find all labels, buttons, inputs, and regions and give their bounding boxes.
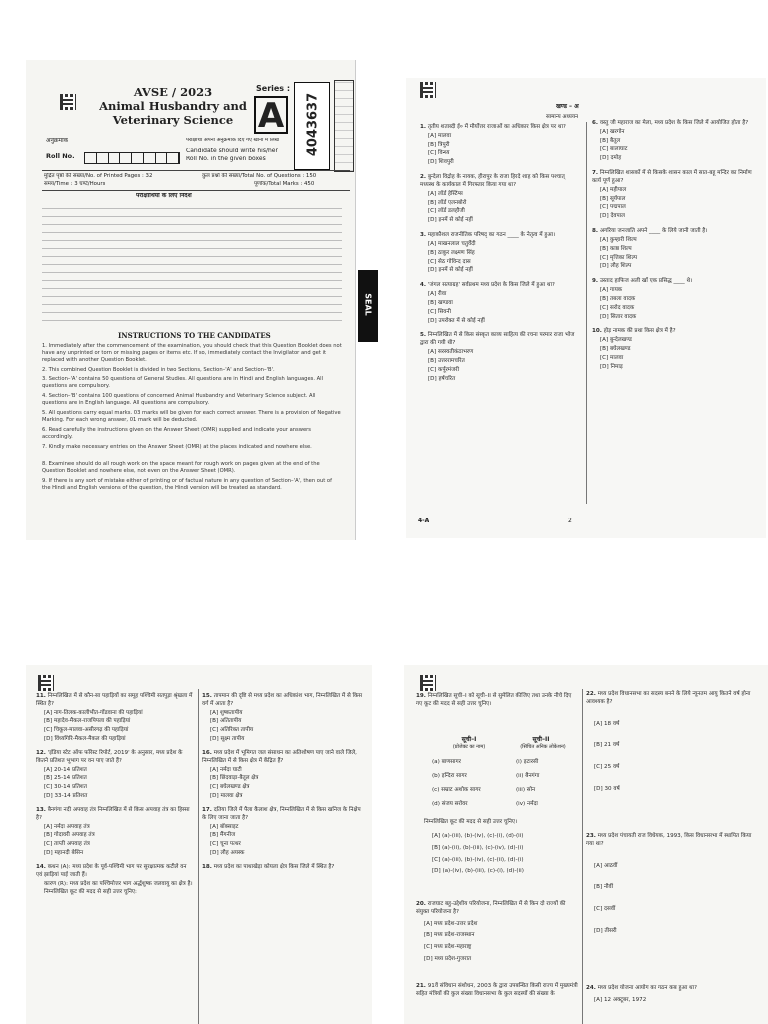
question-text: बैनगंगा नदी अपवाह तंत्र निम्नलिखित में से किस अपवाह तंत्र का हिस्सा है? [36,806,190,821]
list-2-item: (ii) बैनगंगा [516,773,540,779]
answer-option[interactable]: [C] अतिरिक्त तापीय [210,727,254,734]
answer-option[interactable]: [D] 30 वर्ष [594,786,620,793]
question-number: 22. [586,691,596,697]
match-row [432,801,578,815]
question-page-4 [404,665,768,1024]
answer-option[interactable]: [B] काष्ठ शिल्प [600,245,632,252]
match-row [432,773,578,787]
answer-option[interactable]: [D] निमाड़ [600,363,623,370]
question-item [592,328,752,371]
list-1-heading: सूची–I [461,736,477,743]
question-stem [592,278,752,286]
question-number: 15. [202,693,212,699]
answer-option[interactable]: [C] बालाघाट [600,146,628,153]
question-item [420,174,580,225]
booklet-number-strip [334,80,354,172]
question-item [202,693,364,744]
question-stem [202,807,364,823]
question-stem [416,901,578,917]
question-number: 21. [416,983,426,989]
printed-pages: मुद्रित पृष्ठों की संख्या/No. of Printed Pages : 32 [44,173,153,179]
hindi-instructions-heading: परीक्षार्थियों के लिए निर्देश [136,193,192,199]
question-item [592,278,752,321]
answer-option[interactable]: [C] 25 वर्ष [594,764,620,771]
answer-option[interactable]: [A] सरस्वतीकंठाभरण [428,349,474,356]
answer-option[interactable]: [D] शिवपुरी [428,159,454,166]
question-stem [592,328,752,336]
instruction-item: 2. This combined Question Booklet is divided in two Sections, Section–'A' and Section–'B'. [42,367,275,373]
question-text: मध्य प्रदेश विधानसभा का सदस्य बनने के लिये न्यूनतम आयु कितने वर्ष होना आवश्यक है? [586,691,751,705]
list-1-item: (d) संजय सरोवर [432,801,468,807]
roll-label-english: Roll No. [46,153,75,160]
answer-option[interactable]: [B] बघेलखण्ड [600,346,631,353]
answer-option[interactable]: [B] गोदावरी अपवाह तंत्र [44,832,95,839]
question-text: निम्नलिखित में से किस संस्कृत काव्य साहित्य की रचना परमार राजा भोज द्वारा की गयी थी? [420,332,575,347]
roll-note-hindi: परीक्षार्थी अपना अनुक्रमांक दिए गए खानों में लिखें [186,138,279,143]
question-19 [416,693,578,709]
answer-option[interactable]: [A] 12 अक्टूबर, 1972 [594,996,647,1003]
question-number: 2. [420,174,427,181]
question-item [36,864,194,897]
question-number: 23. [586,833,596,839]
question-number: 6. [592,120,599,126]
answer-option[interactable]: [D] लौह शिल्प [600,263,632,270]
answer-option[interactable]: [C] सरोद वादक [600,304,635,311]
instruction-item: 7. Kindly make necessary entries on the Answer Sheet (OMR) at the places indicated and nowhere else. [42,444,312,450]
series-letter: A [254,96,288,134]
question-item [36,750,194,801]
series-label: Series : [256,84,291,93]
answer-option[interactable]: [A] 18 वर्ष [594,720,620,727]
question-item [592,170,752,221]
answer-option[interactable]: [C] मध्य प्रदेश-महाराष्ट्र [424,944,472,951]
question-24 [586,985,758,1011]
answer-option[interactable]: [A] नर्मदा घाटी [210,766,242,773]
question-item [36,693,194,744]
answer-option[interactable]: [A] (a)-(iii), (b)-(iv), (c)-(i), (d)-(ii) [432,833,524,839]
question-number: 14. [36,863,46,870]
question-item [420,232,580,275]
question-number: 19. [416,693,426,699]
seal-tab [358,270,378,342]
question-23 [586,833,758,942]
answer-option[interactable]: [A] 20-14 प्रतिशत [44,766,87,773]
exam-title: AVSE / 2023 [133,85,213,99]
answer-option[interactable]: [A] गायक [600,287,623,294]
match-row [432,787,578,801]
question-text: 91वें संविधान संशोधन, 2003 के द्वारा उपबन्धित किसी राज्य में मुख्यमंत्री सहित मंत्रियों की कुल संख्या विधानसभा के कुल सदस्यों की संख्या के [416,983,578,997]
question-number: 20. [416,901,426,907]
answer-option[interactable]: [B] खण्डवा [428,299,453,306]
question-text: बुन्देला विद्रोह के नायक, हीरापुर के राजा हिरदे शाह को किस पश्चात् मध्यस्थ के कार्यकाल में गिरफ्तार किया गया था? [420,174,565,188]
question-stem [202,750,364,766]
section-subheading: सामान्य अध्ययन [546,114,579,120]
question-page-3 [26,665,372,1024]
question-item [586,833,758,936]
answer-option[interactable]: [D] महानदी बेसिन [44,850,84,857]
question-text: 'जंगल सत्याग्रह' सर्वप्रथम मध्य प्रदेश के किस जिले में हुआ था? [427,282,555,289]
question-number: 4. [420,282,427,289]
question-item [420,332,580,383]
answer-option[interactable]: [C] विन्ध्य [428,150,450,157]
question-text: कथन (A): मध्य प्रदेश के पूर्व-पश्चिमी भाग पर सुरक्षात्मक कटीले वन एवं झाड़ियां पाई जाती हैं। [36,863,187,878]
answer-option[interactable]: [A] नर्मदा अपवाह तंत्र [44,823,90,830]
code-prompt [424,819,578,827]
question-text: अगरिया जनजाति अपने ____ के लिये जानी जाती है। [599,228,708,235]
answer-option[interactable]: [D] उपरोक्त में से कोई नहीं [428,317,485,324]
answer-option[interactable]: [D] दमोह [600,155,622,162]
answer-option[interactable]: [C] ताप्ती अपवाह तंत्र [44,841,90,848]
question-item [420,282,580,325]
column-divider [198,689,199,1024]
question-item [586,985,758,1005]
question-stem [420,332,580,348]
match-list [432,759,578,815]
question-text: निम्नलिखित सूची–I को सूची–II से सुमेलित कीजिए तथा उनके नीचे दिए गए कूट की मदद से सही उत्तर चुनिए। [416,693,572,707]
answer-option[interactable]: [B] मध्य प्रदेश-राजस्थान [424,932,475,939]
divider [42,190,350,191]
cover-page [26,60,356,540]
answer-option[interactable]: [D] विंध्यगिरि-मैकल-मैकल की पहाड़ियां [44,736,126,743]
answer-option[interactable]: [A] नाग-तिलक-कालीभीत-गोंडवाना की पहाड़ियां [44,709,143,716]
answer-option[interactable]: [C] मालवा [600,354,624,361]
answer-option[interactable]: [C] सेठ गोविन्द दास [428,258,471,265]
list-2-item: (iii) सोन [516,787,536,793]
hindi-instructions-block [42,203,342,328]
list-1-item: (b) इन्दिरा सागर [432,773,467,779]
question-stem [586,985,758,993]
list-2-item: (i) इटारसी [516,759,539,765]
divider [42,170,350,171]
answer-option[interactable]: [A] खरगोन [600,128,625,135]
serial-number: 4043637 [305,92,321,157]
question-item [416,901,578,964]
answer-option[interactable]: [D] देवपाल [600,213,625,220]
question-text: राजघाट बहु-उद्देशीय परियोजना, निम्नलिखित में से किन दो राज्यों की संयुक्त परियोजना है? [416,901,566,915]
question-number: 17. [202,806,212,813]
answer-option[interactable]: [A] रीवा [428,291,447,298]
question-text: तृतीय शताब्दी ई० में मौर्योत्तर राजाओं का अधिकार किस क्षेत्र पर था? [427,124,566,130]
answer-option[interactable]: [C] सिवनी [428,308,451,315]
answer-option[interactable]: [B] त्रिपुरी [428,141,450,148]
answer-option[interactable]: [D] मालवा क्षेत्र [210,793,243,800]
question-text: होड़ नामक की प्रथा किस क्षेत्र में है? [603,328,676,335]
answer-option[interactable]: [A] मध्य प्रदेश-उत्तर प्रदेश [424,920,478,927]
answer-option[interactable]: [B] 25-14 प्रतिशत [44,775,87,782]
answer-option[interactable]: [B] तबला वादक [600,295,636,302]
answer-option[interactable]: [B] नौवीं [594,884,614,891]
question-text: वस्तु जी महाराज का मेला, मध्य प्रदेश के किस जिले में आयोजित होता है? [599,120,749,126]
right-column [202,693,364,878]
answer-option[interactable]: [B] महादेव-मैकल-राजपिपला की पहाड़ियां [44,718,131,725]
answer-option[interactable]: [D] लौह अयस्क [210,850,245,857]
question-item [202,864,364,872]
answer-option[interactable]: निम्नलिखित कूट की मदद से सही उत्तर चुनिए: [44,889,137,896]
question-text: मध्य प्रदेश का पाथाखेड़ा कोयला क्षेत्र किस जिले में स्थित है? [213,863,335,870]
answer-option[interactable]: [A] बुन्देलखण्ड [600,337,632,344]
subject-line-1: Animal Husbandry and [99,98,247,113]
left-column [420,124,580,390]
right-column [592,120,752,379]
answer-option[interactable]: [D] इनमें से कोई नहीं [428,267,473,274]
question-number: 12. [36,749,46,756]
instruction-item: 4. Section–'B' contains 100 questions of concerned Animal Husbandry and Veterinary Science subject. All questions are in English language. All questions are compulsory. [42,393,316,407]
answer-option[interactable]: [C] 30-14 प्रतिशत [44,784,87,791]
column-divider [582,689,583,1024]
question-item [202,807,364,858]
question-stem [420,282,580,290]
answer-option[interactable]: [A] माखनलाल चतुर्वेदी [428,240,476,247]
page-code: 4-A [418,518,430,524]
answer-codes [424,833,580,880]
question-text: तापमान की दृष्टि से मध्य प्रदेश का अधिकांश भाग, निम्नलिखित में से किस वर्ग में आता है? [202,693,363,707]
list-2-item: (iv) नर्मदा [516,801,538,807]
qr-code-icon [38,675,54,691]
question-stem [420,232,580,240]
answer-option[interactable]: [C] दसवीं [594,906,616,913]
answer-option[interactable]: [D] सितार वादक [600,313,637,320]
question-number: 11. [36,693,46,699]
answer-option[interactable]: [D] 33-14 प्रतिशत [44,793,88,800]
answer-option[interactable]: [C] चिकूल-मालवा-असीरगढ़ की पहाड़ियां [44,727,129,734]
question-item [420,124,580,167]
total-marks: पूर्णांक/Total Marks : 450 [254,181,315,187]
answer-option[interactable]: [C] चूना पत्थर [210,841,241,848]
answer-option[interactable]: [B] 21 वर्ष [594,742,620,749]
question-text: निम्नलिखित शासकों में से किसके शासन काल में सात-बहू मन्दिर का निर्माण कार्य पूर्ण हुआ? [592,170,752,184]
question-number: 13. [36,806,46,813]
answer-option[interactable]: [B] (a)-(ii), (b)-(iii), (c)-(iv), (d)-(i) [432,844,524,851]
question-text: महाकौशल राजनीतिक परिषद् का गठन ____ के नेतृत्व में हुआ। [427,232,556,239]
answer-option[interactable]: [D] (a)-(iv), (b)-(iii), (c)-(i), (d)-(ii) [432,868,524,875]
answer-option[interactable]: [D] मध्य प्रदेश-गुजरात [424,956,472,963]
answer-option[interactable]: [B] अतितापीय [210,718,242,725]
answer-option[interactable]: [B] छिंदवाड़ा-बैतूल क्षेत्र [210,775,259,782]
roll-note-english-2: Roll No. in the given boxes [186,156,266,162]
section-heading: खण्ड – अ [556,104,579,110]
question-22 [586,691,758,800]
question-item [202,750,364,801]
question-number: 18. [202,863,212,870]
serial-box [294,82,330,170]
question-stem [420,174,580,190]
question-stem [592,228,752,236]
question-number: 5. [420,332,427,339]
question-stem [592,170,752,186]
answer-option[interactable]: [A] लॉर्ड हेस्टिंग्स [428,190,463,197]
answer-option[interactable]: [C] कर्पूरमंजरी [428,366,460,373]
list-1-item: (a) बाणसागर [432,759,461,765]
instruction-item: 3. Section–'A' contains 50 questions of General Studies. All questions are in Hindi and English languages. All questions are compulsory. [42,376,324,390]
answer-option[interactable]: [B] उत्तररामचरित [428,357,465,364]
roll-label-hindi: अनुक्रमांक [46,138,69,144]
answer-option[interactable]: कारण (R): मध्य प्रदेश का पश्चिमोत्तर भाग अर्द्धशुष्क जलवायु का क्षेत्र है। [44,880,193,887]
answer-option[interactable]: [A] कुम्हारी शिल्प [600,236,637,243]
question-text: मध्य प्रदेश में भूमिगत जल संसाधन का अतिशोषण पाए जाने वाले जिले, निम्नलिखित में से किस क्षेत्र में केंद्रित हैं? [202,749,357,764]
question-number: 3. [420,232,427,239]
question-number: 8. [592,228,599,235]
question-text: मध्य प्रदेश पंचायती राज विधेयक, 1993, किस विधानसभा में स्थापित किया गया था? [586,833,752,847]
instruction-item: 6. Read carefully the instructions given on the Answer Sheet (OMR) supplied and indicate your answers accordingly. [42,427,312,441]
question-stem [420,124,580,132]
list-1-subheading: (प्रोजेक्ट का नाम) [452,744,486,750]
question-stem [592,120,752,128]
question-item [586,691,758,794]
answer-option[interactable]: [D] हर्षचरित [428,375,456,382]
question-item [36,807,194,858]
question-21 [416,983,578,999]
list-2-subheading: (सिंचित अनिक लोकेशन) [520,744,566,750]
answer-option[interactable]: [B] बैतूल [600,137,621,144]
question-stem [36,750,194,766]
answer-option[interactable]: [C] लॉर्ड डलहौजी [428,208,465,215]
page-number: 2 [568,518,572,524]
question-text: 'इंडिया स्टेट ऑफ फॉरेस्ट रिपोर्ट, 2019' के अनुसार, मध्य प्रदेश के कितने प्रतिशत भूभाग पर वन पाए जाते हैं? [36,749,183,764]
list-1-item: (c) सम्राट अशोक सागर [432,787,481,793]
question-text: दतिया जिले में पैला कैलाश क्षेत्र, निम्नलिखित में से किस खनिज के निक्षेप के लिए जाना जाता है? [202,806,361,821]
answer-option[interactable]: [D] इनमें से कोई नहीं [428,217,473,224]
answer-option[interactable]: [C] बघेलखण्ड क्षेत्र [210,784,250,791]
answer-option[interactable]: [B] लॉर्ड एलनबोरो [428,199,467,206]
question-stem [202,864,364,872]
question-stem [36,807,194,823]
question-number: 24. [586,985,596,991]
question-stem [202,693,364,709]
instruction-item: 8. Examinee should do all rough work on the space meant for rough work on pages given at the end of the Question Booklet and nowhere else, not even on the Answer Sheet (OMR). [42,461,320,475]
answer-option[interactable]: [C] (a)-(iii), (b)-(iv), (c)-(ii), (d)-(i) [432,856,524,863]
list-2-heading: सूची–II [532,736,550,743]
total-questions: कुल प्रश्नों की संख्या/Total No. of Questions : 150 [202,173,317,179]
question-stem [586,691,758,707]
column-divider [586,122,587,504]
roll-number-boxes[interactable] [84,152,180,164]
answer-option[interactable]: [B] मैंगनीज [210,832,236,839]
answer-option[interactable]: [D] सूक्ष्म तापीय [210,736,245,743]
subject-line-2: Veterinary Science [112,112,234,127]
exam-title-block [98,86,248,127]
answer-option[interactable]: [C] मृत्तिका शिल्प [600,254,638,261]
question-text: मध्य प्रदेश योजना आयोग का गठन कब हुआ था? [597,985,697,991]
qr-code-icon [420,82,436,98]
roll-note-english-1: Candidate should write his/her [186,148,278,154]
answer-option[interactable]: [A] आठवीं [594,862,618,869]
seal-label: SEAL [363,293,373,316]
question-number: 1. [420,124,427,130]
question-number: 7. [592,170,599,177]
english-instructions-heading: INSTRUCTIONS TO THE CANDIDATES [118,332,271,340]
question-stem [36,693,194,709]
question-text: निम्नलिखित में से कौन-सा पहाड़ियों का समूह पश्चिमी सतपुड़ा श्रृंखला में स्थित है? [36,693,193,707]
question-page-2 [406,78,766,538]
answer-option[interactable]: [B] सूर्यपाल [600,195,626,202]
question-number: 16. [202,749,212,756]
question-item [592,120,752,163]
match-row [432,759,578,773]
code-prompt-text: निम्नलिखित कूट की मदद से सही उत्तर चुनिए। [424,819,518,825]
question-stem [36,864,194,880]
instruction-item: 5. All questions carry equal marks. 03 marks will be given for each correct answer. There is a provision of Negative Marking. For each wrong answer, 01 mark will be deducted. [42,410,341,424]
answer-option[interactable]: [C] पद्मपाल [600,204,626,211]
question-text: उस्ताद हाफिज अली खाँ एक प्रसिद्ध ____ थे। [599,278,693,285]
question-stem [586,833,758,849]
qr-code-icon [420,675,436,691]
qr-code-icon [60,94,76,110]
question-20 [416,901,578,970]
instruction-item: 1. Immediately after the commencement of the examination, you should check that this Question Booklet does not have any unprinted or torn or missing pages or items etc. If so, immediately contact the Invigilator and get it replaced with another Question Booklet. [42,343,342,364]
instruction-item: 9. If there is any sort of mistake either of printing or of factual nature in any question of Section–'A', then out of the Hindi and English versions of the question, the Hindi version will be treated as standard. [42,478,332,492]
answer-option[interactable]: [D] तीसरी [594,928,617,935]
answer-option[interactable]: [A] शुष्कतापीय [210,709,243,716]
answer-option[interactable]: [A] मालवा [428,132,452,139]
question-number: 10. [592,328,602,335]
answer-option[interactable]: [A] महीपाल [600,186,627,193]
question-number: 9. [592,278,599,285]
question-item [592,228,752,271]
answer-option[interactable]: [A] बॉक्साइट [210,823,239,830]
time-allowed: समय/Time : 3 घण्टे/Hours [44,181,106,187]
answer-option[interactable]: [B] ठाकुर लक्ष्मण सिंह [428,249,475,256]
left-column [36,693,194,903]
